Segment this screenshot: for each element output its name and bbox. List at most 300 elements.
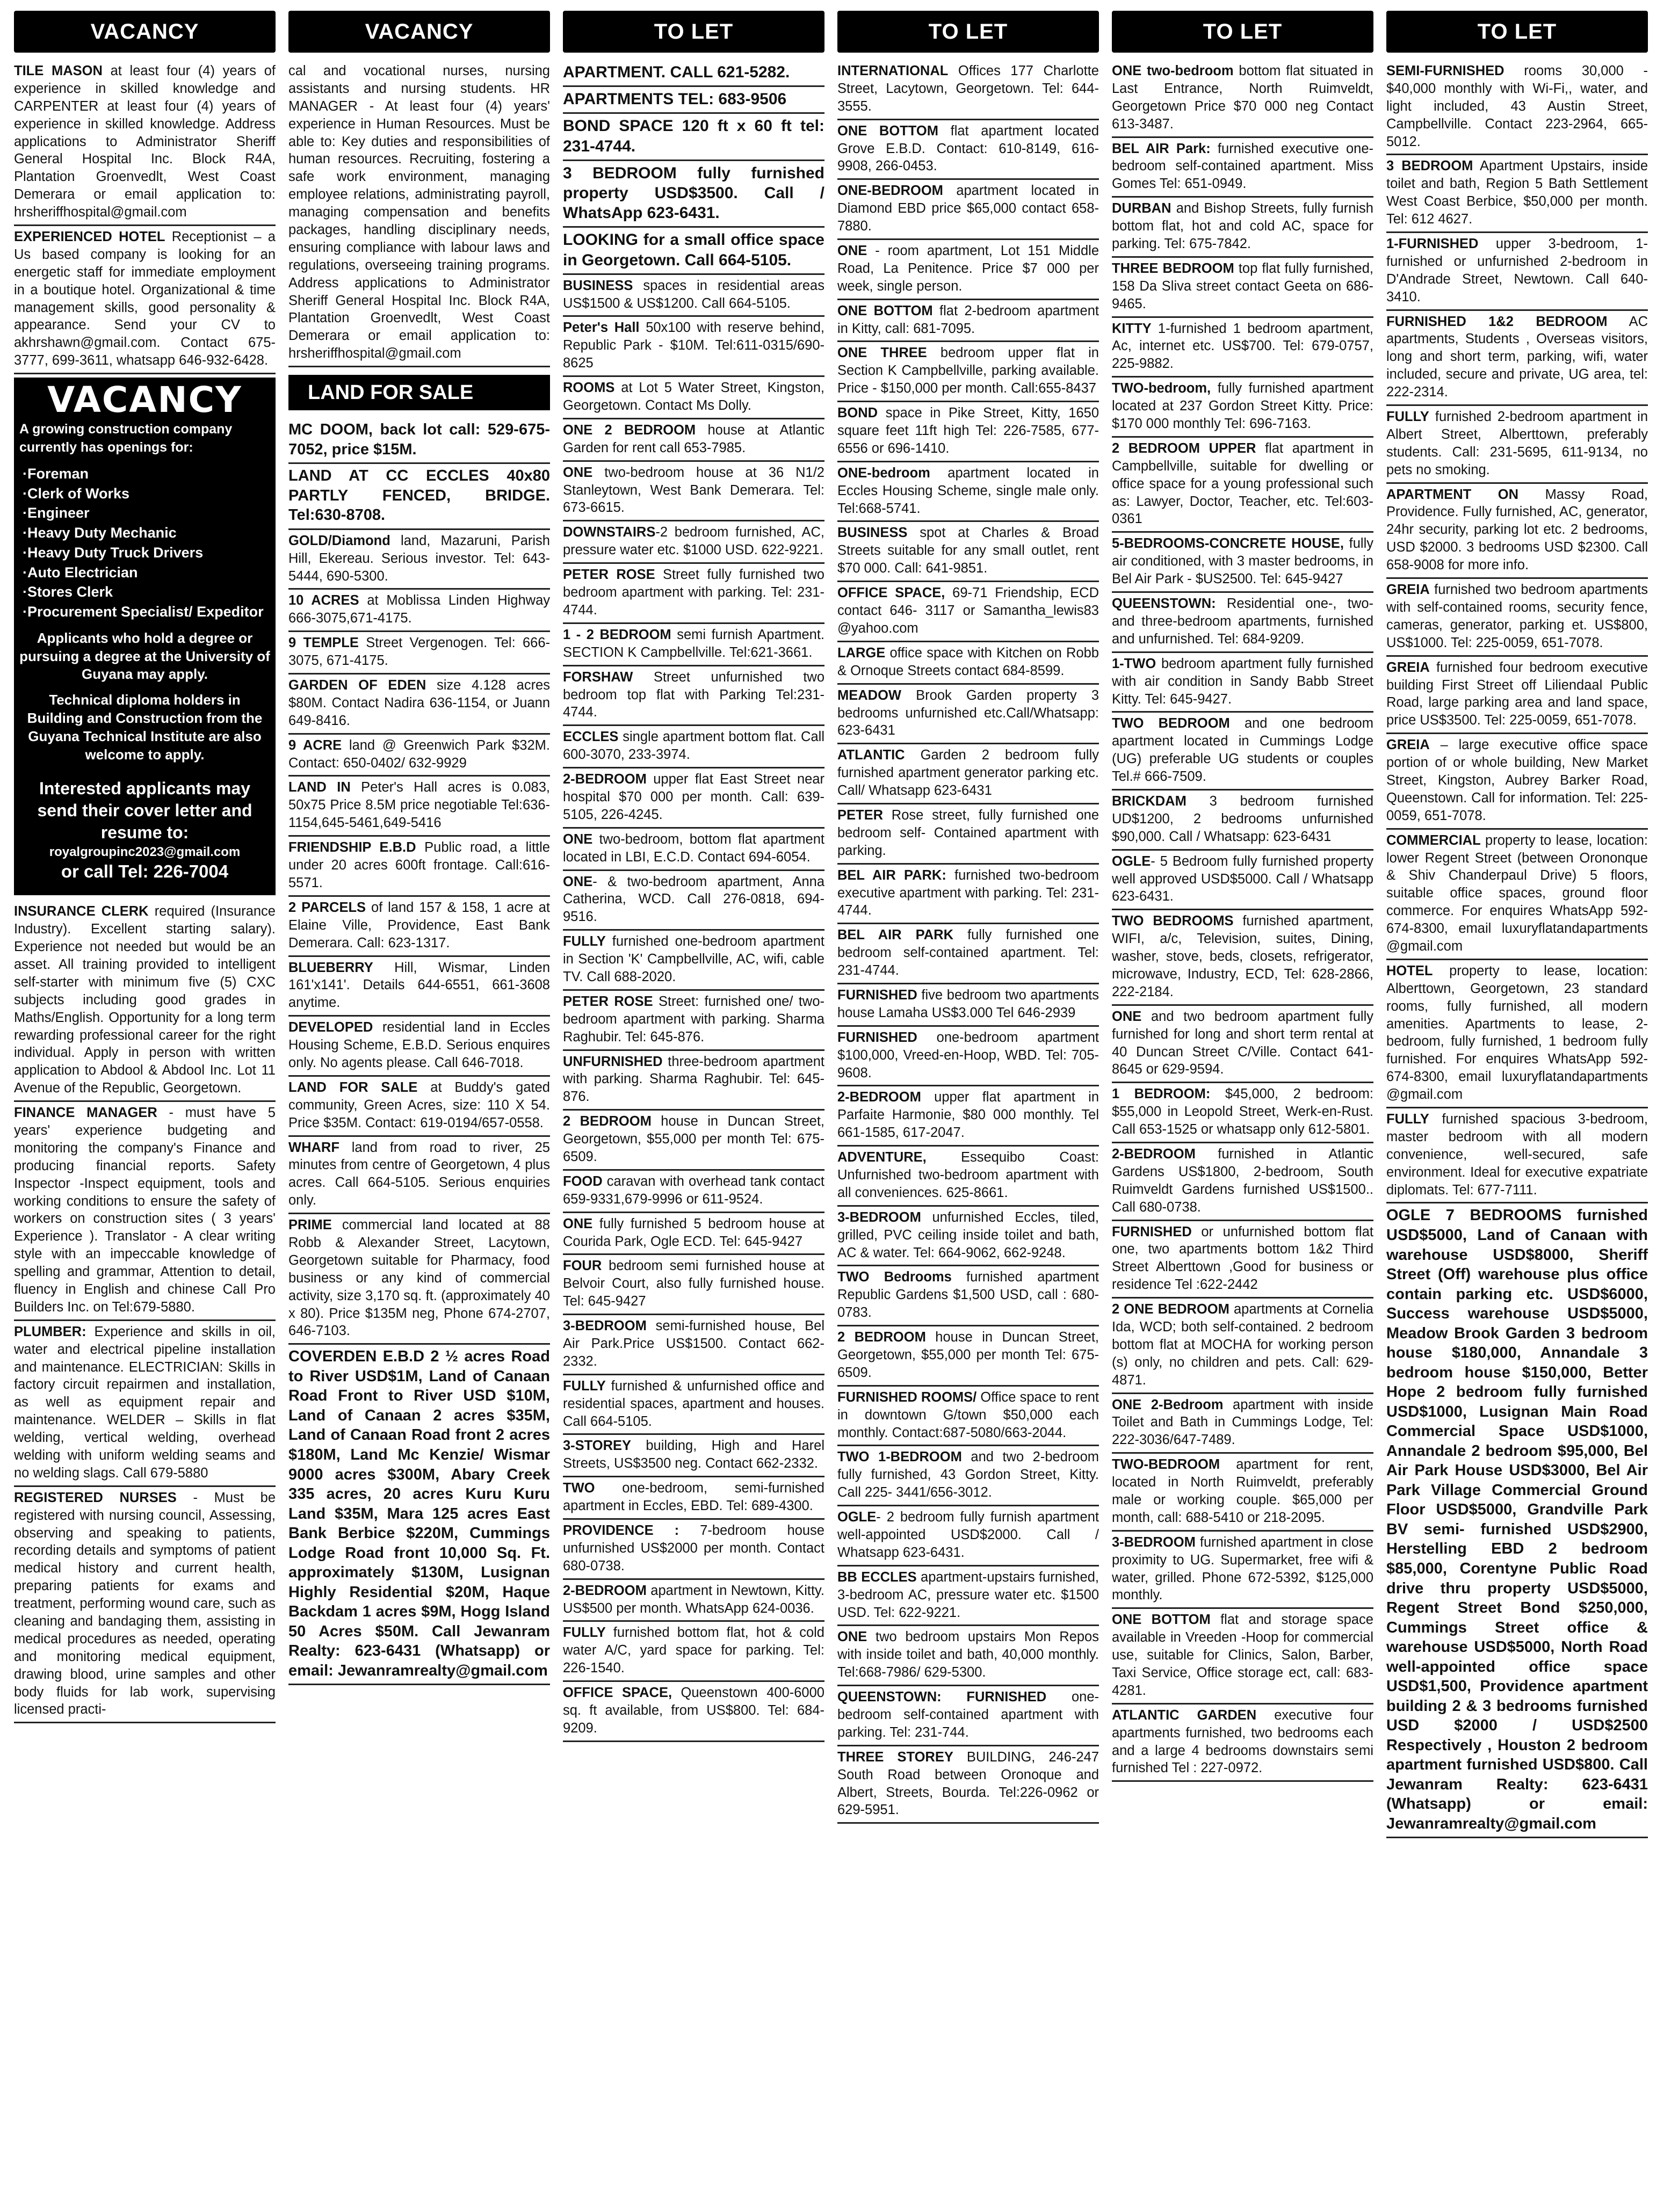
ad-keyword: ONE (563, 465, 593, 480)
section-header: TO LET (563, 11, 824, 53)
ad-text: one-bedroom apartment $100,000, Vreed-en-Hoop, WBD. Tel: 705-9608. (837, 1029, 1099, 1080)
ad-keyword: LAND FOR SALE (288, 1079, 418, 1095)
ad-keyword: ONE BOTTOM (837, 123, 938, 139)
ad-text: flat 2-bedroom apartment in Kitty, call: 681-7095. (837, 303, 1099, 336)
ad-text: single apartment bottom flat. Call 600-3070, 233-3974. (563, 729, 824, 763)
classified-ad (563, 1477, 824, 1520)
section-header: VACANCY (288, 11, 550, 53)
vacancy-box-phone: or call Tel: 226-7004 (61, 861, 229, 882)
ad-text: furnished bottom flat, hot & cold water A/C, yard space for parking. Tel: 226-1540. (563, 1625, 824, 1676)
ad-keyword: 1 - 2 BEDROOM (563, 627, 671, 642)
classified-ad (837, 1207, 1099, 1267)
classified-ad (837, 984, 1099, 1027)
ad-keyword: TWO 1-BEDROOM (837, 1449, 962, 1465)
ad-text: upper flat East Street near hospital $70 000 per month. Call: 639-5105, 226-4245. (563, 772, 824, 822)
classified-ad (1386, 960, 1648, 1108)
ad-keyword: BRICKDAM (1112, 793, 1187, 809)
ad-keyword: ONE (837, 243, 867, 259)
classified-ad (563, 275, 824, 317)
column-to-let-1 (556, 11, 831, 2207)
ad-keyword: TILE MASON (14, 63, 103, 78)
ad-text: size 4.128 acres $80M. Contact Nadira 636-1154, or Juann 649-8416. (288, 678, 550, 728)
ad-text: 50x100 with reserve behind, Republic Park - $10M. Tel:611-0315/690-8625 (563, 320, 824, 371)
ad-text: - must have 5 years' experience budgeting and monitoring the company's Finance and producing financial reports. Safety Inspector -Inspect equipment, tools and working conditions to ensure the safety of workers on construction sites ( 3 years' Experience ). Translator - A clear writing style with an impeccable knowledge of spelling and grammar, Attention to detail, fluency in English and chinese Call Pro Builders Inc. on Tel:679-5880. (14, 1105, 276, 1315)
ad-keyword: FULLY (563, 1625, 606, 1641)
ad-text: building, High and Harel Streets, US$3500 neg. Contact 662-2332. (563, 1438, 824, 1471)
position-item: ·Foreman (23, 466, 89, 482)
classified-ad (1112, 910, 1373, 1005)
classified-ad (837, 462, 1099, 523)
vacancy-box-title: VACANCY (47, 379, 242, 421)
ad-keyword: 2 PARCELS (288, 900, 366, 915)
classified-ad (563, 1520, 824, 1580)
ad-text: semi-furnished house, Bel Air Park.Price US$1500. Contact 662-2332. (563, 1318, 824, 1369)
ad-keyword: UNFURNISHED (563, 1054, 663, 1069)
ad-keyword: 2-BEDROOM (837, 1090, 921, 1105)
ad-keyword: FURNISHED ROOMS/ (837, 1389, 977, 1405)
ad-keyword: FINANCE MANAGER (14, 1105, 157, 1121)
classified-ad (1112, 653, 1373, 713)
ad-keyword: THREE BEDROOM (1112, 260, 1234, 276)
ad-keyword: ONE two-bedroom (1112, 63, 1234, 78)
ad-text: 69-71 Friendship, ECD contact 646- 3117 or Samantha_lewis83 @yahoo.com (837, 585, 1099, 636)
classified-ad (1386, 60, 1648, 155)
ad-text: Brook Garden property 3 bedrooms unfurnished etc.Call/Whatsapp: 623-6431 (837, 687, 1099, 738)
ad-keyword: GREIA (1386, 582, 1430, 598)
ad-text: $45,000, 2 bedroom: $55,000 in Leopold Street, Werk-en-Rust. Call 653-1525 or whatsapp only 612-5801. (1112, 1086, 1373, 1137)
classified-ad (1386, 1203, 1648, 1838)
ad-keyword: 2-BEDROOM (563, 772, 647, 787)
ad-keyword: LAND AT CC ECCLES 40x80 PARTLY FENCED, BRIDGE. Tel:630-8708. (288, 467, 550, 524)
ad-keyword: 1-TWO (1112, 656, 1156, 671)
ad-text: upper 3-bedroom, 1-furnished or unfurnished 2-bedroom in D'Andrade Street, Newtown. Call 640-3410. (1386, 236, 1648, 304)
ad-text: Street Vergenogen. Tel: 666-3075, 671-4175. (288, 635, 551, 669)
ad-text: and Bishop Streets, fully furnish bottom flat, hot and cold AC, space for parking. Tel: 675-7842. (1112, 201, 1373, 252)
classified-ad (837, 1027, 1099, 1087)
ad-keyword: TWO BEDROOMS (1112, 913, 1234, 929)
classified-ad (288, 1214, 550, 1345)
classified-ad (14, 60, 276, 226)
ad-text: Rose street, fully furnished one bedroom self- Contained apartment with parking. (837, 807, 1099, 858)
ad-text: Massy Road, Providence. Fully furnished, AC, generator, 24hr security, parking lot etc. 2 bedrooms, USD $2000. 3 bedrooms USD $2300. Call 658-9008 for more info. (1386, 487, 1648, 573)
ad-keyword: FULLY (1386, 1111, 1429, 1127)
classified-ad (563, 60, 824, 87)
ad-keyword: TWO (563, 1481, 595, 1496)
ad-keyword: BUSINESS (837, 525, 908, 541)
ad-text: executive four apartments furnished, two bedrooms each and a large 4 bedrooms downstairs semi furnished Tel : 227-0972. (1112, 1707, 1373, 1776)
ad-keyword: FULLY (1386, 409, 1429, 425)
classified-ad (563, 1051, 824, 1111)
ad-keyword: INSURANCE CLERK (14, 904, 149, 919)
ad-keyword: 3 BEDROOM (1386, 158, 1473, 174)
positions-list (23, 464, 270, 622)
ad-keyword: ONE BOTTOM (1112, 1612, 1211, 1628)
classified-ad (1386, 579, 1648, 657)
classified-ad (288, 897, 550, 957)
ad-text: spot at Charles & Broad Streets suitable for any small outlet, rent $70 000. Call: 641-9851. (837, 525, 1099, 576)
classified-ad (837, 402, 1099, 462)
ad-text: three-bedroom apartment with parking. Sharma Raghubir. Tel: 645-876. (563, 1054, 824, 1105)
ad-text: flat apartment located Grove E.B.D. Contact: 610-8149, 616-9908, 266-0453. (837, 123, 1099, 174)
classified-ad (837, 1746, 1099, 1824)
classified-ad (288, 735, 550, 777)
ad-text: fully furnished 5 bedroom house at Courida Park, Ogle ECD. Tel: 645-9427 (563, 1216, 824, 1249)
classified-ad (563, 419, 824, 462)
ad-keyword: 1-FURNISHED (1386, 236, 1479, 252)
ad-text: flat apartment in Campbellville, suitable for dwelling or office space for a young professional such as: Lawyer, Doctor, Teacher, etc. Tel:603-0361 (1112, 440, 1373, 527)
classified-ad (563, 87, 824, 114)
classified-ad (1112, 1609, 1373, 1704)
ad-text: Offices 177 Charlotte Street, Lacytown, Georgetown. Tel: 644-3555. (837, 63, 1099, 114)
classified-ad (1386, 1108, 1648, 1203)
ad-keyword: APARTMENT ON (1386, 487, 1519, 502)
column-to-let-3 (1105, 11, 1380, 2207)
ad-keyword: 3 BEDROOM fully furnished property USD$3500. Call / WhatsApp 623-6431. (563, 164, 824, 222)
ad-keyword: TWO BEDROOM (1112, 716, 1230, 731)
ad-text: furnished four bedroom executive building First Street off Liliendaal Public Road, large parking area and land space, price US$3500. Tel: 225-0059, 651-7078. (1386, 659, 1648, 728)
ad-keyword: ONE THREE (837, 345, 927, 361)
ad-text: - Must be registered with nursing council, Assessing, observing and speaking to patients, recording details and symptoms of patient medical history and current health, preparing patients for exams and treatment, performing wound care, such as cleaning and bandaging them, assisting in medical procedures as needed, operating and monitoring medical equipment, drawing blood, urine samples and other body fluids for lab work, supervising licensed practi- (14, 1490, 276, 1717)
ad-text: furnished two bedroom apartments with self-contained rooms, security fence, cameras, generator, parking et. US$800, US$1000. Tel: 225-0059, 651-7078. (1386, 582, 1648, 650)
ad-text: Apartment Upstairs, inside toilet and bath, Region 5 Bath Settlement West Coast Berbice, $50,000 per month. Tel: 612 4627. (1386, 158, 1648, 227)
classified-ad (563, 624, 824, 666)
ad-keyword: GOLD/Diamond (288, 533, 390, 548)
classified-ad (288, 530, 550, 590)
ad-text: rooms 30,000 - $40,000 monthly with Wi-Fi,, water, and light included, 43 Austin Street, Campbellville. Contact 223-2964, 665-5012. (1386, 63, 1648, 149)
classified-ad (837, 1446, 1099, 1506)
ad-keyword: MC DOOM, back lot call: 529-675-7052, price $15M. (288, 421, 550, 458)
classified-ad (837, 642, 1099, 685)
classified-ad (563, 564, 824, 624)
ad-text: Office space to rent in downtown G/town $50,000 each monthly. Contact:687-5080/663-2044. (837, 1389, 1099, 1440)
classified-ad (837, 1566, 1099, 1627)
classified-ad (837, 924, 1099, 984)
ad-text: - & two-bedroom apartment, Anna Catherina, WCD. Call 276-0818, 694-9516. (563, 874, 824, 925)
ad-keyword: OGLE 7 BEDROOMS furnished USD$5000, Land of Canaan with warehouse USD$8000, Sheriff Street (Off) warehouse plus office contain parking etc. USD$6000, Success warehouse USD$5000, Meadow Brook Garden 3 bedroom house $180,000, Annandale 3 bedroom house $150,000, Better Hope 2 bedroom fully furnished USD$1000, Lusignan Main Road Commercial Space USD$1000, Annandale 2 bedroom $95,000, Bel Air Park House USD$3000, Bel Air Park Village Commercial Ground Floor USD$5000, Grandville Park BV semi- furnished USD$2900, Herstelling EBD 2 bedroom $85,000, Corentyne Public Road drive thru property USD$5000, Regent Street Bond $250,000, Cummings Street office & warehouse USD$5000, North Road well-appointed office space USD$1,500, Providence apartment building 2 & 3 bedrooms furnished USD $2000 / USD$2500 Respectively , Houston 2 bedroom apartment furnished USD$800. Call Jewanram Realty: 623-6431 (Whatsapp) or email: Jewanramrealty@gmail.com (1386, 1207, 1648, 1832)
ad-text: Peter's Hall acres is 0.083, 50x75 Price 8.5M price negotiable Tel:636-1154,645-5461,649-5416 (288, 780, 550, 831)
ad-text: fully air conditioned, with 3 master bedrooms, in Bel Air Park - $US2500. Tel: 645-9427 (1112, 536, 1373, 587)
ad-text: apartments at Cornelia Ida, WCD; both self-contained. 2 bedroom bottom flat at MOCHA for working person (s) only, no children and pets. Call: 629-4871. (1112, 1302, 1373, 1388)
ad-keyword: QUEENSTOWN: FURNISHED (837, 1689, 1047, 1705)
classified-ad (14, 226, 276, 374)
ad-keyword: ONE-bedroom (837, 465, 930, 481)
ad-keyword: ONE-BEDROOM (837, 183, 943, 199)
ad-keyword: THREE STOREY (837, 1749, 953, 1765)
ad-text: land @ Greenwich Park $32M. Contact: 650-0402/ 632-9929 (288, 737, 550, 771)
classified-ad (1112, 378, 1373, 438)
ad-keyword: COMMERCIAL (1386, 832, 1481, 848)
ad-keyword: 2-BEDROOM (1112, 1146, 1196, 1162)
classified-ad (1112, 593, 1373, 653)
ad-text: AC apartments, Students , Overseas visitors, long and short term, parking, wifi, water included, secure and private, UG area, tel: 222-2314. (1386, 314, 1648, 400)
ad-text: fully furnished one bedroom self-contained apartment. Tel: 231-4744. (837, 927, 1099, 978)
ad-keyword: 2-BEDROOM (563, 1583, 647, 1598)
classified-ad (563, 666, 824, 727)
classified-ad (563, 521, 824, 564)
ad-keyword: ADVENTURE, (837, 1150, 927, 1165)
position-item: ·Clerk of Works (23, 485, 130, 502)
ad-text: two-bedroom, bottom flat apartment located in LBI, E.C.D. Contact 694-6054. (563, 831, 824, 865)
ad-keyword: INTERNATIONAL (837, 63, 949, 78)
classified-ad (837, 120, 1099, 180)
classified-ad (288, 837, 550, 897)
ad-text: Street fully furnished two bedroom apartment with parking. Tel: 231-4744. (563, 567, 824, 618)
classified-ad (288, 464, 550, 530)
ad-text: five bedroom two apartments house Lamaha US$3.000 Tel 646-2939 (837, 987, 1099, 1020)
ad-text: and two bedroom apartment fully furnished for long and short term rental at 40 Duncan Street C/Ville. Contact 641-8645 or 629-9594. (1112, 1009, 1373, 1077)
ad-text: bottom flat situated in Last Entrance, North Ruimveldt, Georgetown Price $70 000 neg Contact 613-3487. (1112, 63, 1373, 132)
classified-ad (288, 590, 550, 632)
classified-ad (288, 632, 550, 675)
classified-ad (14, 1102, 276, 1321)
ad-keyword: 10 ACRES (288, 593, 359, 608)
ad-text: furnished & unfurnished office and residential spaces, apartment and houses. Call 664-5105. (563, 1378, 824, 1429)
ad-text: furnished apartment in close proximity to UG. Supermarket, free wifi & water, grilled. Phone 672-5392, $125,000 monthly. (1112, 1534, 1373, 1603)
ad-keyword: PROVIDENCE : (563, 1523, 679, 1539)
ad-text: apartment for rent, located in North Ruimveldt, preferably male or working couple. $65,000 per month, call: 688-5410 or 218-2095. (1112, 1457, 1373, 1525)
ad-keyword: ONE (563, 874, 593, 889)
column-vacancy-1 (8, 11, 282, 2207)
ad-text: at Buddy's gated community, Green Acres, size: 110 X 54. Price $35M. Contact: 619-0194/657-0558. (288, 1079, 550, 1130)
classified-ad (1112, 713, 1373, 790)
ad-keyword: OGLE (1112, 853, 1151, 869)
classified-ad (563, 1255, 824, 1315)
ad-text: -2 bedroom furnished, AC, pressure water etc. $1000 USD. 622-9221. (563, 525, 824, 558)
ad-keyword: DEVELOPED (288, 1020, 373, 1035)
ad-text: spaces in residential areas US$1500 & US$1200. Call 664-5105. (563, 278, 824, 311)
ad-keyword: TWO Bedrooms (837, 1270, 952, 1285)
section-header: VACANCY (14, 11, 276, 53)
classified-ad (1112, 1221, 1373, 1299)
ad-text: Street: furnished one/ two-bedroom apartment with parking. Sharma Raghubir. Tel: 645-876. (563, 993, 824, 1045)
ad-keyword: PETER ROSE (563, 993, 653, 1009)
classified-ad (837, 60, 1099, 120)
ad-keyword: FURNISHED (1112, 1224, 1192, 1239)
ad-keyword: BUSINESS (563, 278, 633, 293)
position-item: ·Stores Clerk (23, 584, 113, 600)
ad-text: – large executive office space portion of or whole building, New Market Street, Kingston, Aubrey Barker Road, Queenstown. Call for information. Tel: 225-0059, 651-7078. (1386, 737, 1648, 823)
ad-text: 1-furnished 1 bedroom apartment, Ac, internet etc. US$700. Tel: 679-0757, 225-9882. (1112, 321, 1373, 372)
classified-ad (563, 1375, 824, 1435)
classified-ad (1112, 1454, 1373, 1532)
classified-ad (1112, 438, 1373, 533)
ad-keyword: 1 BEDROOM: (1112, 1086, 1211, 1102)
classified-ad (837, 240, 1099, 300)
ad-keyword: BLUEBERRY (288, 960, 373, 975)
classified-ad (837, 1326, 1099, 1387)
ad-keyword: FORSHAW (563, 669, 633, 685)
classified-ad (837, 180, 1099, 240)
classified-ad (1112, 1394, 1373, 1454)
ad-keyword: MEADOW (837, 687, 901, 703)
ad-keyword: PRIME (288, 1217, 332, 1233)
ad-text: Residential one-, two- and three-bedroom apartments, furnished and unfurnished. Tel: 684-9209. (1112, 596, 1373, 647)
classified-ad (837, 865, 1099, 925)
classified-ad (563, 768, 824, 829)
ad-keyword: TWO-bedroom, (1112, 381, 1211, 396)
ad-text: house in Duncan Street, Georgetown, $55,000 per month Tel: 675-6509. (837, 1330, 1099, 1380)
classified-ad (837, 1387, 1099, 1447)
ad-text: flat and storage space available in Vreeden -Hoop for commercial use, suitable for Clinics, Salon, Barber, Taxi Service, Office storage ect, call: 683-4281. (1112, 1612, 1373, 1698)
classified-ad (563, 1111, 824, 1171)
ad-keyword: APARTMENTS TEL: 683-9506 (563, 90, 787, 108)
classified-ad (563, 991, 824, 1051)
classified-ad (563, 1315, 824, 1375)
classified-ad (837, 1147, 1099, 1207)
ad-text: upper flat apartment in Parfaite Harmonie, $80 000 monthly. Tel 661-1585, 617-2047. (837, 1090, 1099, 1141)
ad-keyword: ONE (563, 831, 593, 847)
ad-text: space in Pike Street, Kitty, 1650 square feet 11ft high Tel: 226-7585, 677-6556 or 696-1410. (837, 405, 1099, 456)
ad-text: Street unfurnished two bedroom top flat with Parking Tel:231-4744. (563, 669, 824, 720)
classified-ad (1112, 1532, 1373, 1609)
classified-ad (837, 1086, 1099, 1147)
ad-text: house in Duncan Street, Georgetown, $55,000 per month Tel: 675-6509. (563, 1114, 824, 1164)
ad-keyword: GARDEN OF EDEN (288, 678, 426, 693)
ad-keyword: HOTEL (1386, 963, 1433, 978)
classified-ad (1386, 311, 1648, 406)
ad-keyword: BOND (837, 405, 878, 421)
ad-keyword: APARTMENT. CALL 621-5282. (563, 63, 790, 81)
classified-ad (1386, 657, 1648, 735)
classified-ad (1112, 1705, 1373, 1782)
ad-text: Garden 2 bedroom fully furnished apartment generator parking etc. Call/ Whatsapp 623-6431 (837, 748, 1099, 799)
ad-keyword: LAND IN (288, 780, 351, 795)
ad-keyword: PETER (837, 807, 884, 823)
section-subheader: LAND FOR SALE (288, 375, 550, 410)
classified-ad (563, 871, 824, 931)
classified-ad (563, 114, 824, 161)
ad-text: top flat fully furnished, 158 Da Sliva street contact Geeta on 686-9465. (1112, 260, 1373, 311)
classified-ad (288, 675, 550, 735)
classified-ad (1386, 830, 1648, 960)
section-header: TO LET (837, 11, 1099, 53)
ad-keyword: BEL AIR Park: (1112, 141, 1211, 156)
classified-ad (837, 522, 1099, 582)
ad-keyword: LARGE (837, 645, 886, 661)
ad-text: Queenstown 400-6000 sq. ft available, from US$800. Tel: 684-9209. (563, 1685, 824, 1736)
ad-keyword: OGLE (837, 1510, 877, 1525)
classified-ad (1112, 1299, 1373, 1394)
classified-ad (563, 462, 824, 522)
ad-keyword: DURBAN (1112, 201, 1171, 216)
classified-ad (1386, 734, 1648, 829)
column-to-let-4 (1380, 11, 1654, 2207)
ad-text: two bedroom upstairs Mon Repos with inside toilet and bath, 40,000 monthly. Tel:668-7986/ 629-5300. (837, 1629, 1099, 1680)
classified-ad (563, 1580, 824, 1622)
classified-ad (288, 777, 550, 837)
ad-text: furnished spacious 3-bedroom, master bedroom with all modern convenience, well-secured, safe environment. Ideal for executive expatriate diplomats. Tel: 677-7111. (1386, 1111, 1648, 1198)
ad-keyword: REGISTERED NURSES (14, 1490, 177, 1505)
classified-ad (1112, 533, 1373, 593)
ad-text: 3 bedroom furnished UD$1200, 2 bedrooms unfurnished $90,000. Call / Whatsapp: 623-6431 (1112, 793, 1373, 844)
ad-text: required (Insurance Industry). Excellent starting salary). Experience not needed but would be an asset. All training provided to intelligent self-starter with minimum five (5) CXC subjects including good grades in Maths/English. Opportunity for a long term rewarding professional career for the right individual. Apply in person with written application to Abdool & Abdool Inc. Lot 11 Avenue of the Republic, Georgetown. (14, 904, 276, 1096)
ad-text: Public road, a little under 20 acres 600ft frontage. Call:616-5571. (288, 840, 550, 890)
classified-ad (1112, 1083, 1373, 1143)
ad-keyword: 9 TEMPLE (288, 635, 359, 651)
ad-text: fully furnished apartment located at 237 Gordon Street Kitty. Price: $170 000 monthly Tel: 696-7163. (1112, 381, 1373, 432)
ad-text: residential land in Eccles Housing Scheme, E.B.D. Serious enquires only. No agents please. Call 646-7018. (288, 1020, 550, 1070)
ad-keyword: OFFICE SPACE, (563, 1685, 672, 1701)
ad-keyword: 2 BEDROOM UPPER (1112, 440, 1256, 456)
ad-text: property to lease, location: Alberttown, Georgetown, 23 standard rooms, fully furnished, all modern amenities. Apartments to lease, 2-bedroom, fully furnished, 1 bedroom fully furnished. For enquires WhatsApp 592-674-8300, email luxuryflatandapartments @gmail.com (1386, 963, 1648, 1103)
vacancy-box-note: Applicants who hold a degree or pursuing a degree at the University of Guyana may apply. (19, 629, 270, 683)
classified-ad (14, 1321, 276, 1487)
position-item: ·Auto Electrician (23, 564, 138, 581)
ad-text: furnished one-bedroom apartment in Section 'K' Campbellville, AC, wifi, cable TV. Call 688-2020. (563, 934, 824, 984)
ad-text: at least four (4) years of experience in skilled knowledge and CARPENTER at least four (4) years of experience in skilled knowledge. Address applications to Administrator Sheriff General Hospital Inc. Block R4A, Plantation Groenvedlt, West Coast Demerara or email application to: hrsheriffhospital@gmail.com (14, 63, 276, 220)
ad-keyword: ONE (837, 1629, 867, 1645)
ad-text: of land 157 & 158, 1 acre at Elaine Ville, Providence, East Bank Demerara. Call: 623-1317. (288, 900, 550, 951)
ad-text: office space with Kitchen on Robb & Ornoque Streets contact 684-8599. (837, 645, 1099, 678)
ad-keyword: OFFICE SPACE, (837, 585, 945, 601)
classified-ad (563, 317, 824, 377)
classified-ad (563, 829, 824, 871)
classified-ad (288, 1077, 550, 1137)
classified-ad (837, 582, 1099, 642)
vacancy-box-note: Technical diploma holders in Building and Construction from the Guyana Technical Institute are also welcome to apply. (27, 692, 263, 763)
ad-keyword: SEMI-FURNISHED (1386, 63, 1504, 78)
ad-keyword: 3-STOREY (563, 1438, 632, 1454)
ad-text: BUILDING, 246-247 South Road between Oronoque and Albert, Streets, Bourda. Tel:226-0962 or 629-5951. (837, 1749, 1099, 1818)
ad-keyword: ONE (563, 1216, 593, 1231)
ad-text: Receptionist – a Us based company is looking for an energetic staff for immediate employment in a boutique hotel. Organizational & time management skills, good personality & appearance. Send your CV to akhrshawn@gmail.com. Contact 675-3777, 699-3611, whatsapp 646-932-6428. (14, 229, 276, 368)
classified-ad (1386, 484, 1648, 579)
ad-keyword: QUEENSTOWN: (1112, 596, 1216, 612)
ad-text: apartment located in Eccles Housing Scheme, single male only. Tel:668-5741. (837, 465, 1099, 516)
classified-ad (563, 1682, 824, 1742)
classified-ad (1386, 406, 1648, 484)
classified-ad (563, 1213, 824, 1256)
position-item: ·Heavy Duty Mechanic (23, 525, 177, 541)
classified-ad (837, 1686, 1099, 1746)
column-to-let-2 (831, 11, 1105, 2207)
ad-keyword: FOOD (563, 1173, 603, 1189)
classified-ad (837, 744, 1099, 804)
ad-keyword: 9 ACRE (288, 737, 342, 753)
classified-ad (1112, 1006, 1373, 1084)
ad-keyword: COVERDEN E.B.D 2 ½ acres Road to River USD$1M, Land of Canaan Road Front to River USD $10M, Land of Canaan 2 acres $35M, Land of Canaan Road front 2 acres $180M, Land Mc Kenzie/ Wismar 9000 acres $300M, Abary Creek 335 acres, 20 acres Kuru Kuru Land $35M, Mara 125 acres East Bank Berbice $220M, Cummings Lodge Road front 10,000 Sq. Ft. approximately $130M, Lusignan Highly Residential $20M, Haque Backdam 1 acres $9M, Hogg Island 50 Acres $50M. Call Jewanram Realty: 623-6431 (Whatsapp) or email: Jewanramrealty@gmail.com (288, 1348, 550, 1679)
ad-text: cal and vocational nurses, nursing assistants and nursing students. HR MANAGER - At least four (4) years' experience in Human Resources. Must be able to: Key duties and responsibilities of human resources. Recruiting, fostering a safe work environment, managing employee relations, administrating payroll, managing compensation and benefits packages, handling disciplinary needs, ensuring compliance with labour laws and regulations, overseeing training programs. Address applications to Administrator Sheriff General Hospital Inc. Block R4A, Plantation Groenvedlt, West Coast Demerara or email application to: hrsheriffhospital@gmail.com (288, 63, 550, 361)
classified-ad (563, 1622, 824, 1682)
classified-ad (1112, 1143, 1373, 1221)
classified-ad (837, 804, 1099, 865)
ad-keyword: BEL AIR PARK (837, 927, 953, 943)
classified-ad (837, 685, 1099, 745)
ad-keyword: EXPERIENCED HOTEL (14, 229, 165, 245)
ad-keyword: 3-BEDROOM (837, 1209, 921, 1225)
ad-text: furnished apartment Republic Gardens $1,500 USD, call : 680-0783. (837, 1270, 1099, 1321)
ad-keyword: BOND SPACE 120 ft x 60 ft tel: 231-4744. (563, 117, 824, 155)
vacancy-box (14, 378, 276, 895)
ad-text: apartment located in Diamond EBD price $65,000 contact 658-7880. (837, 183, 1099, 234)
section-header: TO LET (1386, 11, 1648, 53)
ad-keyword: WHARF (288, 1140, 339, 1155)
column-vacancy-2 (282, 11, 556, 2207)
ad-keyword: 3-BEDROOM (1112, 1534, 1196, 1550)
ad-keyword: 2 ONE BEDROOM (1112, 1302, 1229, 1317)
position-item: ·Procurement Specialist/ Expeditor (23, 604, 264, 620)
ad-keyword: 2 BEDROOM (837, 1330, 926, 1345)
classified-ad (837, 300, 1099, 343)
ad-keyword: ONE 2-Bedroom (1112, 1397, 1224, 1412)
ad-text: furnished two-bedroom executive apartment with parking. Tel: 231-4744. (837, 867, 1099, 918)
ad-keyword: ATLANTIC GARDEN (1112, 1707, 1257, 1723)
ad-text: unfurnished Eccles, tiled, grilled, PVC ceiling inside toilet and bath, AC & water. Tel: 664-9062, 662-9248. (837, 1209, 1099, 1260)
classified-ad (563, 1435, 824, 1477)
classified-ad (563, 377, 824, 419)
ad-keyword: 2 BEDROOM (563, 1114, 652, 1129)
classified-ad (1112, 138, 1373, 198)
